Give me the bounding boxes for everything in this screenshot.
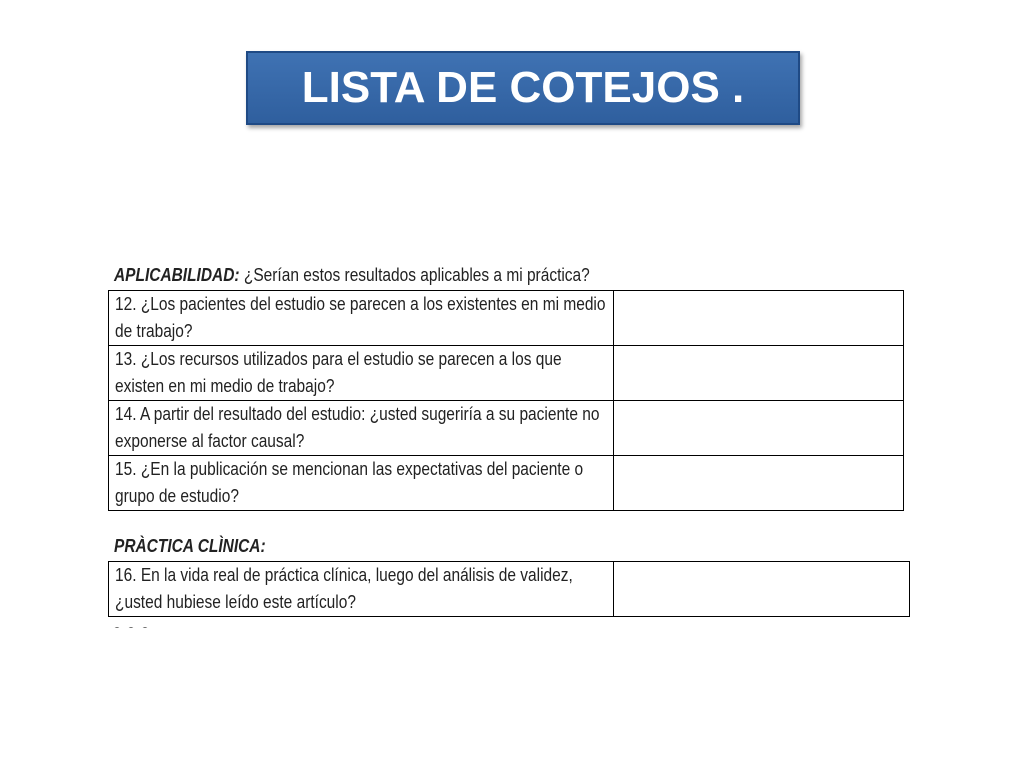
section-heading bbox=[108, 262, 918, 290]
checklist-table bbox=[108, 561, 910, 617]
question-cell: 14. A partir del resultado del estudio: ¿usted sugeriría a su paciente no exponerse al factor causal? bbox=[109, 401, 614, 456]
section-heading bbox=[108, 533, 918, 561]
section-label: APLICABILIDAD: bbox=[114, 265, 240, 285]
answer-cell[interactable] bbox=[614, 456, 904, 511]
table-row bbox=[109, 562, 910, 617]
section-practica-clinica bbox=[108, 533, 918, 617]
cropped-text-remnant bbox=[114, 620, 204, 628]
section-label: PRÀCTICA CLÌNICA: bbox=[114, 536, 266, 556]
table-row bbox=[109, 291, 904, 346]
answer-cell[interactable] bbox=[614, 291, 904, 346]
table-row bbox=[109, 456, 904, 511]
table-row bbox=[109, 346, 904, 401]
question-cell: 16. En la vida real de práctica clínica, luego del análisis de validez, ¿usted hubiese leído este artículo? bbox=[109, 562, 614, 617]
answer-cell[interactable] bbox=[614, 562, 910, 617]
answer-cell[interactable] bbox=[614, 346, 904, 401]
section-question: ¿Serían estos resultados aplicables a mi práctica? bbox=[243, 265, 590, 285]
question-cell: 15. ¿En la publicación se mencionan las expectativas del paciente o grupo de estudio? bbox=[109, 456, 614, 511]
table-row bbox=[109, 401, 904, 456]
answer-cell[interactable] bbox=[614, 401, 904, 456]
question-cell: 12. ¿Los pacientes del estudio se parecen a los existentes en mi medio de trabajo? bbox=[109, 291, 614, 346]
page-title: LISTA DE COTEJOS . bbox=[301, 63, 745, 112]
checklist-table bbox=[108, 290, 904, 511]
section-aplicabilidad bbox=[108, 262, 918, 511]
checklist-document bbox=[108, 262, 918, 617]
title-banner bbox=[246, 51, 800, 125]
question-cell: 13. ¿Los recursos utilizados para el estudio se parecen a los que existen en mi medio de trabajo? bbox=[109, 346, 614, 401]
